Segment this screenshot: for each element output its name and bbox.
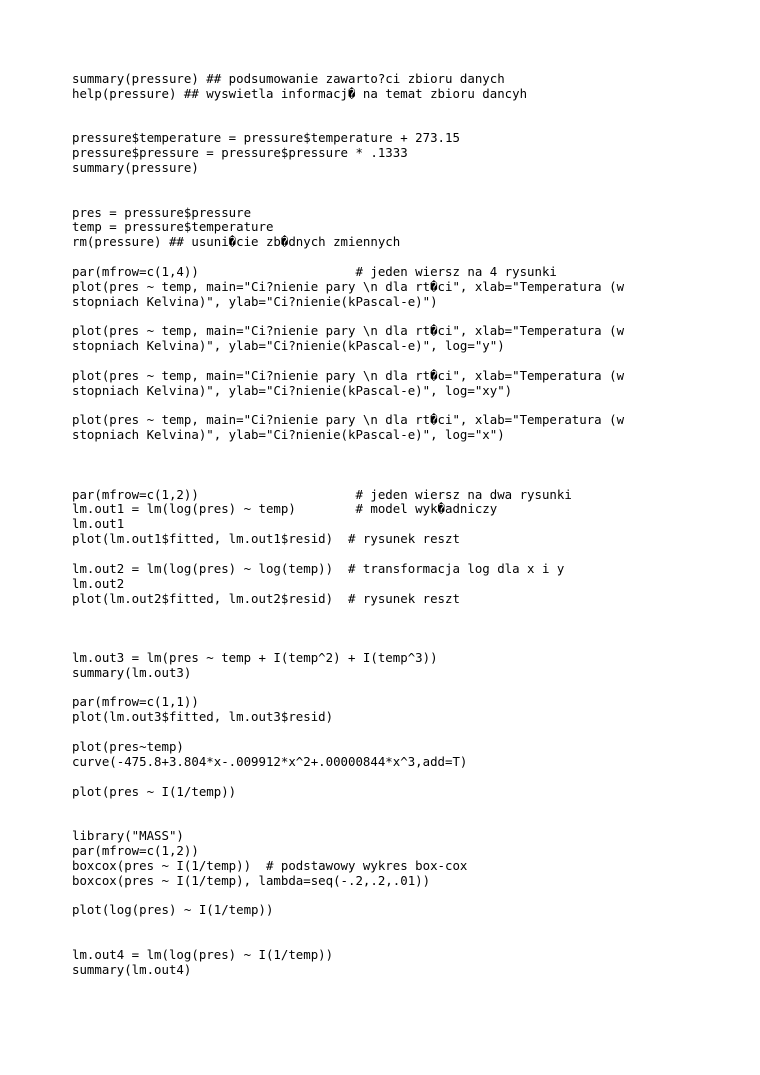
blank-line — [72, 725, 752, 740]
blank-line — [72, 176, 752, 191]
code-line: lm.out1 — [72, 516, 125, 532]
blank-line — [72, 458, 752, 473]
code-line: summary(pressure) — [72, 160, 199, 176]
code-line: plot(lm.out1$fitted, lm.out1$resid) # rysunek reszt — [72, 531, 460, 547]
code-line: plot(pres ~ temp, main="Ci?nienie pary \n dla rt�ci", xlab="Temperatura (w — [72, 412, 625, 428]
blank-line — [72, 117, 752, 132]
blank-line — [72, 547, 752, 562]
code-line: lm.out4 = lm(log(pres) ~ I(1/temp)) — [72, 946, 334, 962]
code-line: plot(lm.out2$fitted, lm.out2$resid) # rysunek reszt — [72, 590, 460, 606]
code-line: plot(lm.out3$fitted, lm.out3$resid) — [72, 709, 334, 725]
code-line: lm.out1 = lm(log(pres) ~ temp) # model wyk�adniczy — [72, 501, 498, 517]
blank-line — [72, 888, 752, 903]
code-line: help(pressure) ## wyswietla informacj� na temat zbioru dancyh — [72, 85, 528, 101]
code-line: par(mfrow=c(1,4)) # jeden wiersz na 4 rysunki — [72, 263, 557, 279]
blank-line — [72, 814, 752, 829]
code-line: library("MASS") — [72, 828, 184, 844]
code-line: par(mfrow=c(1,1)) — [72, 694, 199, 710]
code-line: plot(log(pres) ~ I(1/temp)) — [72, 902, 274, 918]
blank-line — [72, 933, 752, 948]
blank-line — [72, 799, 752, 814]
code-line: lm.out3 = lm(pres ~ temp + I(temp^2) + I(temp^3)) — [72, 649, 438, 665]
code-line: stopniach Kelvina)", ylab="Ci?nienie(kPascal-e)", log="xy") — [72, 382, 513, 398]
blank-line — [72, 191, 752, 206]
code-line: stopniach Kelvina)", ylab="Ci?nienie(kPascal-e)", log="y") — [72, 338, 505, 354]
blank-line — [72, 399, 752, 414]
code-line: plot(pres ~ temp, main="Ci?nienie pary \n dla rt�ci", xlab="Temperatura (w — [72, 278, 625, 294]
blank-line — [72, 443, 752, 458]
code-line: plot(pres ~ temp, main="Ci?nienie pary \n dla rt�ci", xlab="Temperatura (w — [72, 367, 625, 383]
code-line: lm.out2 = lm(log(pres) ~ log(temp)) # transformacja log dla x i y — [72, 560, 565, 576]
code-line: boxcox(pres ~ I(1/temp), lambda=seq(-.2,.2,.01)) — [72, 872, 431, 888]
code-line: plot(pres~temp) — [72, 738, 184, 754]
code-line: stopniach Kelvina)", ylab="Ci?nienie(kPascal-e)", log="x") — [72, 427, 505, 443]
code-listing — [72, 72, 752, 977]
blank-line — [72, 102, 752, 117]
code-line: rm(pressure) ## usuni�cie zb�dnych zmiennych — [72, 234, 401, 250]
blank-line — [72, 250, 752, 265]
code-line: summary(pressure) ## podsumowanie zawarto?ci zbioru danych — [72, 71, 505, 86]
blank-line — [72, 681, 752, 696]
code-line: par(mfrow=c(1,2)) # jeden wiersz na dwa rysunki — [72, 486, 572, 502]
blank-line — [72, 310, 752, 325]
code-line: stopniach Kelvina)", ylab="Ci?nienie(kPascal-e)") — [72, 293, 438, 309]
code-line: temp = pressure$temperature — [72, 219, 274, 235]
code-line: boxcox(pres ~ I(1/temp)) # podstawowy wykres box-cox — [72, 857, 468, 873]
blank-line — [72, 621, 752, 636]
code-line: summary(lm.out3) — [72, 664, 192, 680]
code-line: summary(lm.out4) — [72, 961, 192, 977]
blank-line — [72, 606, 752, 621]
code-line: pressure$temperature = pressure$temperature + 273.15 — [72, 130, 460, 146]
code-line: curve(-475.8+3.804*x-.009912*x^2+.00000844*x^3,add=T) — [72, 753, 468, 769]
blank-line — [72, 473, 752, 488]
code-line: plot(pres ~ I(1/temp)) — [72, 783, 237, 799]
blank-line — [72, 918, 752, 933]
blank-line — [72, 636, 752, 651]
blank-line — [72, 354, 752, 369]
code-line: pres = pressure$pressure — [72, 204, 252, 220]
blank-line — [72, 770, 752, 785]
code-line: par(mfrow=c(1,2)) — [72, 842, 199, 858]
code-line: pressure$pressure = pressure$pressure * .1333 — [72, 145, 408, 161]
code-line: lm.out2 — [72, 575, 125, 591]
code-line: plot(pres ~ temp, main="Ci?nienie pary \n dla rt�ci", xlab="Temperatura (w — [72, 323, 625, 339]
